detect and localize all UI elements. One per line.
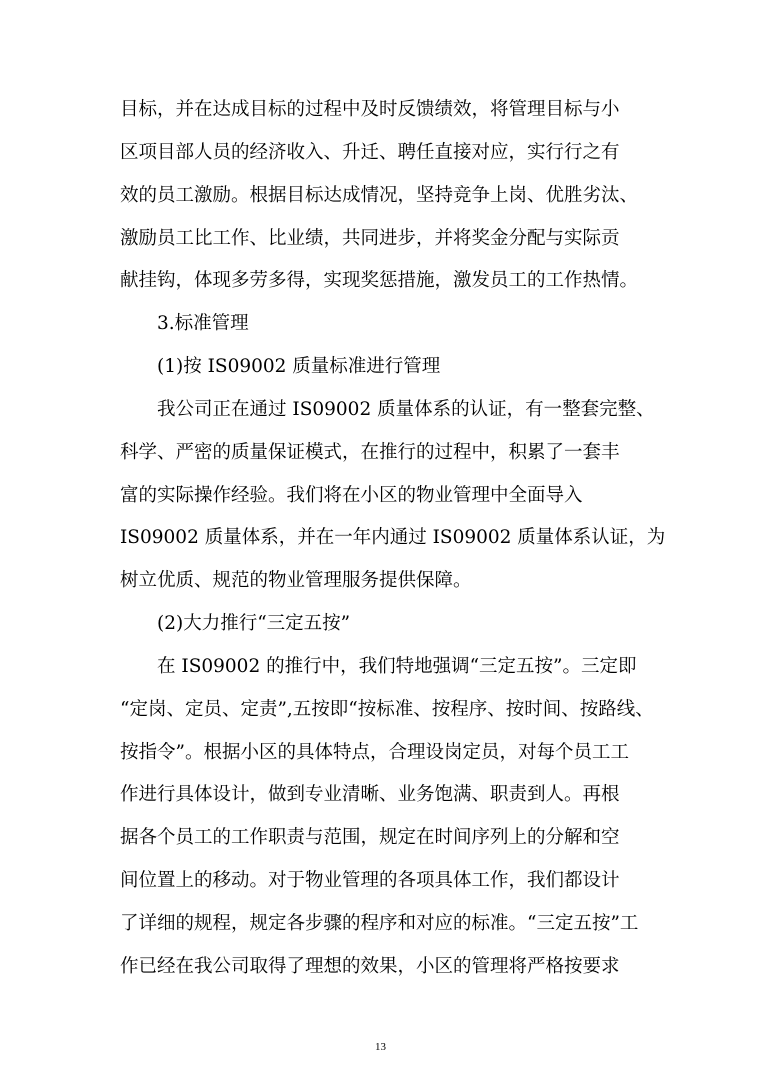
paragraph-line: 富的实际操作经验。我们将在小区的物业管理中全面导入	[120, 485, 583, 506]
subsection-heading: (2)大力推行“三定五按”	[157, 613, 351, 634]
paragraph-line: 了详细的规程，规定各步骤的程序和对应的标准。“三定五按”工	[120, 913, 639, 934]
paragraph-line: IS09002 质量体系，并在一年内通过 IS09002 质量体系认证，为	[120, 527, 666, 548]
paragraph-line: 据各个员工的工作职责与范围，规定在时间序列上的分解和空	[120, 827, 620, 848]
paragraph-line: 献挂钩，体现多劳多得，实现奖惩措施，激发员工的工作热情。	[120, 270, 639, 291]
paragraph-line: 科学、严密的质量保证模式，在推行的过程中，积累了一套丰	[120, 442, 620, 463]
paragraph-line: 区项目部人员的经济收入、升迁、聘任直接对应，实行行之有	[120, 142, 620, 163]
paragraph-line: 作进行具体设计，做到专业清晰、业务饱满、职责到人。再根	[120, 784, 620, 805]
paragraph-line: 效的员工激励。根据目标达成情况，坚持竞争上岗、优胜劣汰、	[120, 185, 639, 206]
paragraph-line: 作已经在我公司取得了理想的效果，小区的管理将严格按要求	[120, 956, 620, 977]
section-heading: 3.标准管理	[157, 313, 249, 334]
page-number: 13	[375, 1041, 386, 1053]
paragraph-line: 树立优质、规范的物业管理服务提供保障。	[120, 570, 472, 591]
subsection-heading: (1)按 IS09002 质量标准进行管理	[157, 356, 441, 377]
paragraph-line: 我公司正在通过 IS09002 质量体系的认证，有一整套完整、	[157, 399, 655, 420]
paragraph-line: 按指令”。根据小区的具体特点，合理设岗定员，对每个员工工	[120, 742, 629, 763]
paragraph-line: 激励员工比工作、比业绩，共同进步，并将奖金分配与实际贡	[120, 228, 620, 249]
paragraph-line: 目标，并在达成目标的过程中及时反馈绩效，将管理目标与小	[120, 99, 620, 120]
paragraph-line: “定岗、定员、定责”,五按即“按标准、按程序、按时间、按路线、	[120, 699, 654, 720]
paragraph-line: 在 IS09002 的推行中，我们特地强调“三定五按”。三定即	[157, 656, 637, 677]
paragraph-line: 间位置上的移动。对于物业管理的各项具体工作，我们都设计	[120, 870, 620, 891]
